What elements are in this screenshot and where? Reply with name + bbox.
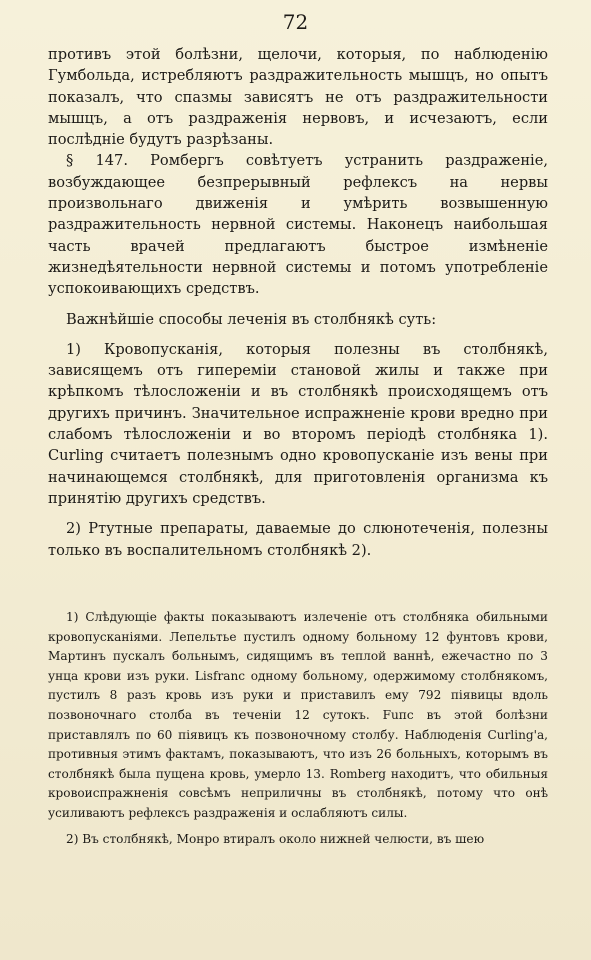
page-number: 72 xyxy=(282,10,309,34)
footnote-2: 2) Въ столбнякѣ, Монро втиралъ около нижней челюсти, въ шею xyxy=(66,831,485,846)
paragraph-section-147: § 147. Ромбергъ совѣтуетъ устранить раздраженіе, возбуждающее безпрерывный рефлексъ на нервы произвольнаго движенія и умѣрить возвышенную раздражительность нервной системы. Наконецъ наибольшая часть врачей предлагаютъ быстрое измѣненіе жизнедѣятельности нервной системы и потомъ употребленіе успокоивающихъ средствъ. xyxy=(48,152,548,298)
paragraph-bloodletting: 1) Кровопусканія, которыя полезны въ столбнякѣ, зависящемъ отъ гипереміи становой жилы и также при крѣпкомъ тѣлосложеніи и въ столбнякѣ происходящемъ отъ другихъ причинъ. Значительное испражненіе крови вредно при слабомъ тѣлосложеніи и во второмъ періодѣ столбняка 1). Curling считаетъ полезнымъ одно кровопусканіе изъ вены при начинающемся столбнякѣ, для приготовленія организма къ принятію другихъ средствъ. xyxy=(48,340,548,507)
footnote-1: 1) Слѣдующіе факты показываютъ излеченіе отъ столбняка обильными кровопусканіями. Лепельтье пустилъ одному больному 12 фунтовъ крови, Мартинъ пускалъ больнымъ, сидящимъ въ теплой ваннѣ, ежечастно по 3 унца крови изъ руки. Lisfranc одному больному, одержимому столбнякомъ, пустилъ 8 разъ кровь изъ руки и приставилъ ему 792 піявицы вдоль позвоночнаго столба въ теченіи 12 сутокъ. Fuпс въ этой болѣзни приставлялъ по 60 піявицъ къ позвоночному столбу. Наблюденія Curling'a, противныя этимъ фактамъ, показываютъ, что изъ 26 больныхъ, которымъ въ столбнякѣ была пущена кровь, умерло 13. Romberg находитъ, что обильныя кровоиспражненія совсѣмъ неприличны въ столбнякѣ, потому что онѣ усиливаютъ рефлексъ раздраженія и ослабляютъ силы. xyxy=(48,610,548,820)
main-text xyxy=(48,44,548,561)
footnotes xyxy=(48,608,548,849)
paragraph-continuation: противъ этой болѣзни, щелочи, которыя, по наблюденію Гумбольда, истребляютъ раздражительность мышцъ, но опытъ показалъ, что спазмы зависятъ не отъ раздражительности мышцъ, а отъ раздраженія нервовъ, и исчезаютъ, если послѣдніе будутъ разрѣзаны. xyxy=(48,46,548,149)
paragraph-treatment-methods: Важнѣйшіе способы леченія въ столбнякѣ суть: xyxy=(66,310,437,328)
paragraph-mercury-preparations: 2) Ртутные препараты, даваемые до слюнотеченія, полезны только въ воспалительномъ столбнякѣ 2). xyxy=(48,520,548,559)
